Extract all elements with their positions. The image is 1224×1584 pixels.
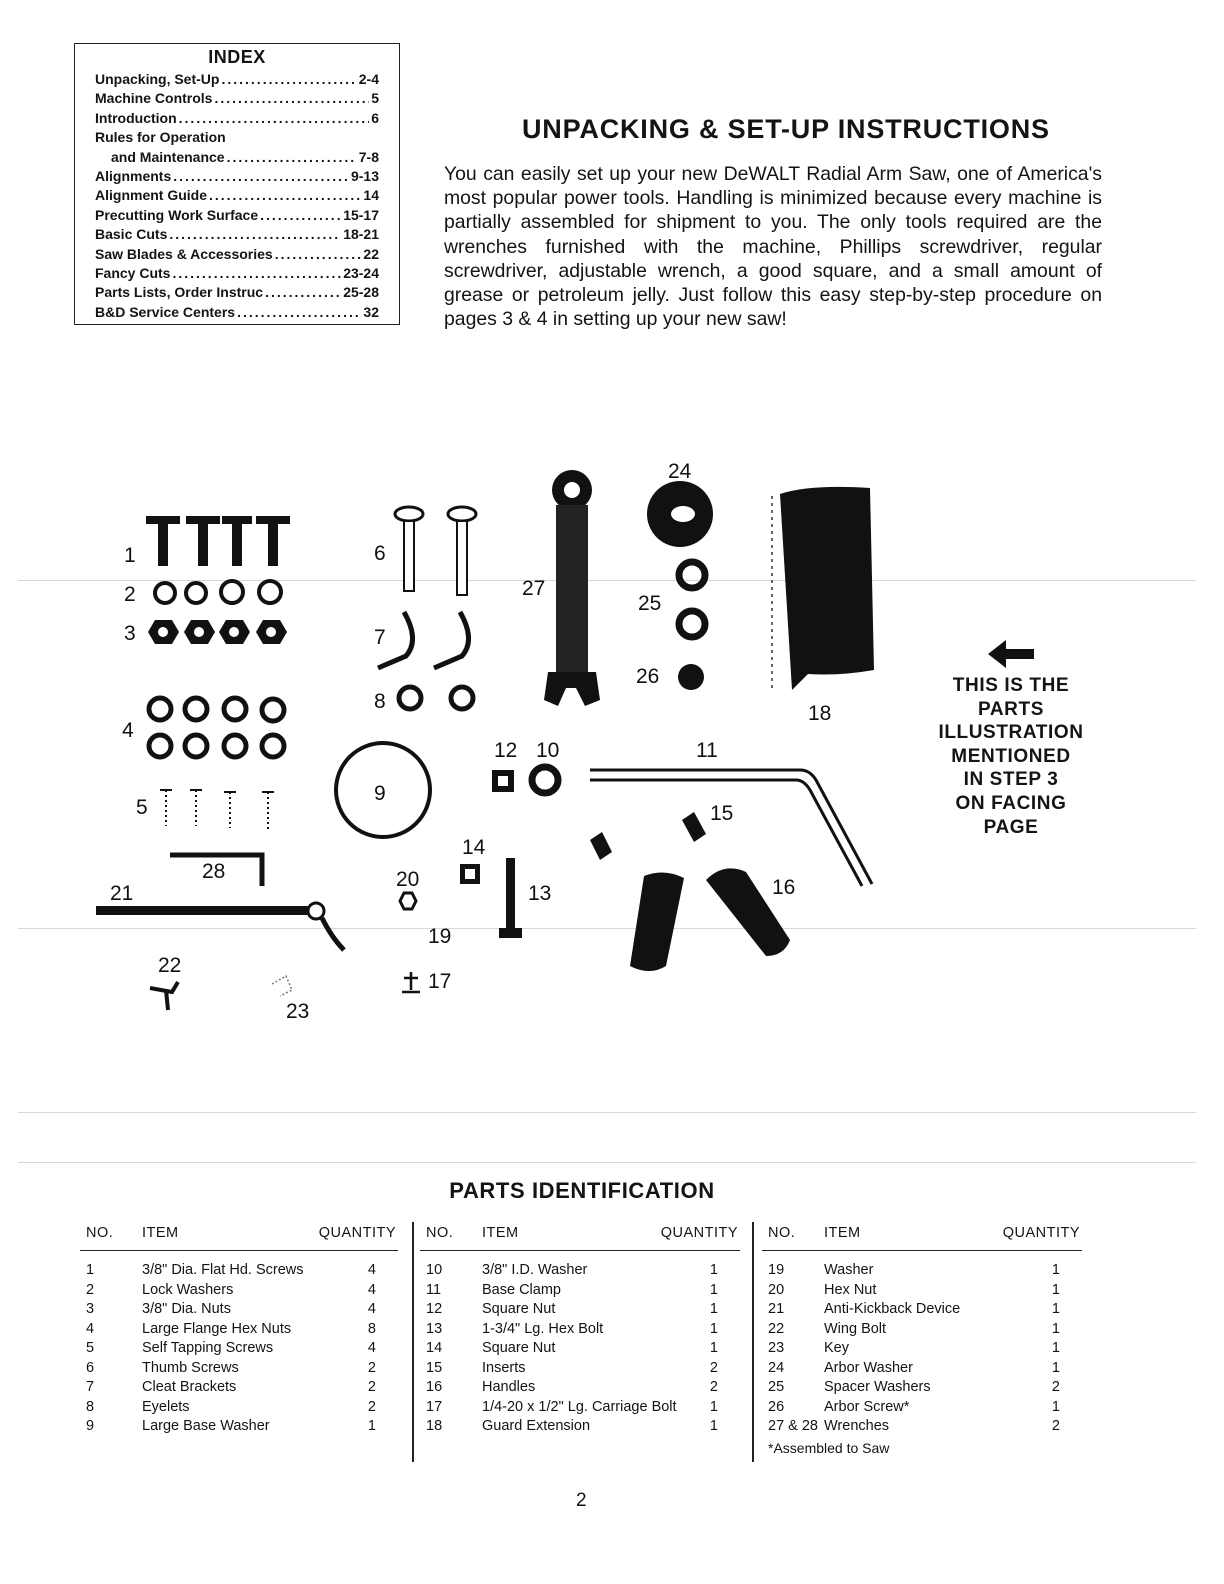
index-entry [95,303,379,322]
table-row [762,1417,1082,1437]
row-qty: 2 [1051,1418,1060,1434]
index-entry-label: Saw Blades & Accessories [95,245,273,262]
row-no: 13 [426,1320,443,1337]
self-tapping-screws-drawing [160,790,274,830]
row-no: 15 [426,1359,443,1376]
row-no: 4 [86,1320,95,1337]
index-box [74,43,400,325]
flange-hex-nuts-drawing [149,698,284,757]
row-qty: 1 [709,1281,718,1298]
flat-head-screws-drawing [146,516,290,566]
row-item: Large Flange Hex Nuts [142,1320,292,1337]
row-no: 16 [426,1379,443,1395]
index-entry [95,186,379,205]
row-qty: 1 [709,1418,718,1434]
row-no: 6 [86,1359,95,1376]
index-entry-page: 25-28 [343,284,379,301]
table-row [80,1398,398,1418]
row-qty: 4 [367,1340,376,1356]
lock-washers-drawing [155,581,281,603]
row-qty: 2 [709,1379,718,1395]
part-number-labels [110,460,831,1023]
part-label: 3 [124,622,136,645]
index-entry-page: 18-21 [343,226,379,243]
index-list [75,70,399,322]
part-label: 8 [374,690,386,713]
page-title: UNPACKING & SET-UP INSTRUCTIONS [522,114,1050,144]
row-qty: 1 [709,1398,718,1415]
row-qty: 2 [367,1398,376,1415]
inserts-drawing [590,812,706,860]
row-item: Wrenches [824,1418,890,1434]
index-entry-page: 7-8 [358,148,379,165]
part-label: 18 [808,702,832,725]
part-label: 17 [428,970,452,993]
part-label: 25 [638,592,662,615]
parts-identification-heading: PARTS IDENTIFICATION [449,1178,715,1203]
key-drawing [272,976,292,996]
part-label: 23 [286,1000,310,1023]
guard-extension-drawing [772,487,874,690]
index-entry-label: Precutting Work Surface [95,206,259,223]
row-qty: 4 [367,1281,376,1298]
row-no: 3 [86,1301,95,1317]
part-label: 21 [110,882,134,905]
table-row [420,1398,740,1418]
index-entry [95,225,379,244]
row-item: Square Nut [482,1301,556,1317]
table-row [420,1300,740,1320]
index-entry-label: Basic Cuts [95,226,168,243]
index-entry-page: 5 [371,90,379,107]
header-quantity: QUANTITY [318,1225,396,1241]
table-row [80,1261,398,1281]
part-label: 22 [158,954,182,977]
row-no: 24 [768,1359,785,1376]
row-item: Thumb Screws [142,1359,239,1376]
row-item: Anti-Kickback Device [824,1301,961,1317]
parts-table-header [762,1222,1082,1251]
nuts-drawing [148,620,287,644]
row-item: Eyelets [142,1398,190,1415]
row-item: Guard Extension [482,1418,591,1434]
row-item: Lock Washers [142,1281,234,1298]
table-row [762,1398,1082,1418]
cleat-brackets-drawing [378,612,469,668]
handles-drawing [630,868,790,971]
table-row [762,1281,1082,1301]
footnote: *Assembled to Saw [768,1440,890,1456]
table-row [80,1417,398,1437]
row-qty: 1 [1051,1340,1060,1356]
part-label: 14 [462,836,486,859]
row-item: Arbor Washer [824,1359,913,1376]
part-label: 26 [636,665,660,688]
row-no: 21 [768,1301,785,1317]
row-item: Arbor Screw* [824,1398,910,1415]
part-label: 2 [124,583,136,606]
header-quantity: QUANTITY [1002,1225,1080,1241]
row-no: 26 [768,1398,785,1415]
row-item: 1-3/4" Lg. Hex Bolt [482,1320,604,1337]
index-entry [95,128,379,167]
row-no: 7 [86,1379,95,1395]
table-row [80,1359,398,1379]
row-no: 8 [86,1398,95,1415]
table-row [80,1378,398,1398]
index-entry-page: 32 [363,303,379,320]
open-end-wrench-drawing [544,470,600,706]
index-entry-page: 23-24 [343,265,379,282]
row-qty: 1 [1051,1320,1060,1337]
index-entry [95,264,379,283]
index-entry-label: Introduction [95,109,177,126]
washer-drawing [532,767,558,793]
index-entry [95,245,379,264]
row-qty: 1 [709,1262,718,1278]
callout-text: THIS IS THE PARTS ILLUSTRATION MENTIONED IN STEP 3 ON FACING PAGE [938,675,1084,838]
table-row [420,1359,740,1379]
part-label: 28 [202,860,226,883]
index-entry [95,70,379,89]
arbor-screw-drawing [678,664,704,690]
table-row [420,1378,740,1398]
table-row [762,1339,1082,1359]
row-qty: 2 [1051,1379,1060,1395]
header-no: NO. [426,1225,454,1241]
index-entry [95,283,379,302]
table-row [420,1281,740,1301]
table-row [80,1281,398,1301]
row-item: Hex Nut [824,1281,877,1298]
index-entry [95,167,379,186]
column-divider [412,1222,414,1462]
index-entry [95,109,379,128]
eyelets-drawing [399,687,473,709]
part-label: 15 [710,802,734,825]
index-entry-label: Parts Lists, Order Instruc [95,284,264,301]
row-item: Handles [482,1379,536,1395]
row-item: Wing Bolt [824,1320,887,1337]
wing-bolt-drawing [150,982,178,1010]
row-qty: 1 [1051,1398,1060,1415]
row-no: 1 [86,1262,95,1278]
part-label: 11 [696,739,718,762]
table-row [420,1261,740,1281]
index-entry-label: Rules for Operation [95,129,226,146]
index-entry-label: Machine Controls [95,90,213,107]
row-no: 23 [768,1340,785,1356]
index-entry-label: Alignment Guide [95,187,207,204]
part-label: 5 [136,796,148,819]
part-label: 4 [122,719,134,742]
table-row [762,1300,1082,1320]
spacer-washers-drawing [679,562,705,637]
part-label: 20 [396,868,420,891]
row-no: 14 [426,1340,443,1356]
part-label: 9 [374,782,386,805]
row-item: Large Base Washer [142,1418,270,1434]
row-item: Washer [824,1262,874,1278]
row-qty: 1 [367,1418,376,1434]
row-qty: 1 [1051,1262,1060,1278]
row-item: Base Clamp [482,1281,561,1298]
row-no: 19 [768,1262,785,1278]
table-row [80,1339,398,1359]
table-row [420,1339,740,1359]
part-label: 10 [536,739,560,762]
row-qty: 2 [367,1379,376,1395]
illustration-callout [928,640,1094,839]
part-label: 19 [428,925,452,948]
index-entry-page: 6 [371,109,379,126]
row-item: Spacer Washers [824,1379,931,1395]
row-no: 18 [426,1418,443,1434]
header-item: ITEM [482,1225,519,1241]
part-label: 13 [528,882,552,905]
row-qty: 1 [709,1340,718,1356]
row-item: Key [824,1340,849,1356]
row-no: 27 & 28 [768,1418,818,1434]
header-no: NO. [86,1225,114,1241]
index-entry-page: 15-17 [343,206,379,223]
thumb-screws-drawing [395,507,476,595]
index-entry-label: Unpacking, Set-Up [95,71,220,87]
row-no: 5 [86,1340,95,1356]
page-number: 2 [576,1490,587,1511]
table-row [762,1320,1082,1340]
hex-nut-drawing [400,893,416,909]
header-no: NO. [768,1225,796,1241]
column-divider [752,1222,754,1462]
row-no: 2 [86,1281,95,1298]
header-quantity: QUANTITY [660,1225,738,1241]
row-qty: 4 [367,1262,376,1278]
header-item: ITEM [142,1225,179,1241]
hex-bolt-drawing [499,858,522,938]
row-no: 10 [426,1262,443,1278]
row-no: 25 [768,1379,785,1395]
part-label: 24 [668,460,692,483]
table-row [420,1320,740,1340]
parts-table-header [80,1222,398,1251]
row-no: 17 [426,1398,443,1415]
row-qty: 2 [367,1359,376,1376]
intro-paragraph: You can easily set up your new DeWALT Radial Arm Saw, one of America's most popular power tools. Handling is minimized because every machine is partially assembled for shipment to you. The only tools required are the wrenches furnished with the machine, Phillips screwdriver, regular screwdriver, adjustable wrench, a good square, and a small amount of grease or petroleum jelly. Just follow this easy step-by-step procedure on pages 3 & 4 in setting up your new saw! [444,163,1102,331]
parts-table-header [420,1222,740,1251]
index-entry-label: B&D Service Centers [95,303,236,320]
row-no: 22 [768,1320,785,1337]
table-row [762,1359,1082,1379]
table-row [80,1300,398,1320]
part-label: 16 [772,876,796,899]
row-item: Inserts [482,1359,526,1376]
index-entry-page: 9-13 [350,168,379,185]
row-item: 3/8" I.D. Washer [482,1262,588,1278]
row-item: 3/8" Dia. Flat Hd. Screws [142,1262,304,1278]
row-qty: 4 [367,1301,376,1317]
index-entry-label: Fancy Cuts [95,265,171,282]
index-entry-page: 22 [363,245,379,262]
part-label: 27 [522,577,546,600]
part-label: 1 [124,544,136,567]
row-qty: 8 [367,1320,376,1337]
index-title: INDEX [208,47,266,67]
row-qty: 1 [709,1320,718,1337]
header-item: ITEM [824,1225,861,1241]
part-label: 7 [374,626,386,649]
scan-line [18,1112,1196,1113]
anti-kickback-device-drawing [96,903,344,950]
scan-line [18,1162,1196,1163]
row-no: 11 [426,1281,442,1298]
index-entry-page: 14 [363,187,379,204]
row-item: Self Tapping Screws [142,1340,274,1356]
carriage-bolt-drawing [402,972,420,992]
index-entry-label: and Maintenance [111,148,225,165]
table-row [762,1261,1082,1281]
table-row [80,1320,398,1340]
part-label: 6 [374,542,386,565]
parts-table-column [420,1222,740,1437]
index-entry [95,89,379,108]
row-qty: 1 [1051,1281,1060,1298]
row-qty: 1 [1051,1359,1060,1376]
index-entry-label: Alignments [95,168,172,185]
row-qty: 2 [709,1359,718,1376]
row-qty: 1 [1051,1301,1060,1317]
row-item: Square Nut [482,1340,556,1356]
index-entry-page: 2-4 [358,71,379,87]
row-no: 20 [768,1281,785,1298]
row-item: Cleat Brackets [142,1379,237,1395]
table-row [762,1378,1082,1398]
arrow-left-icon [988,640,1034,668]
row-item: 3/8" Dia. Nuts [142,1301,231,1317]
parts-table-column [80,1222,398,1437]
row-item: 1/4-20 x 1/2" Lg. Carriage Bolt [482,1398,677,1415]
row-no: 12 [426,1301,443,1317]
row-qty: 1 [709,1301,718,1317]
index-entry [95,206,379,225]
row-no: 9 [86,1418,95,1434]
part-label: 12 [494,739,518,762]
parts-table-column [762,1222,1082,1437]
table-row [420,1417,740,1437]
